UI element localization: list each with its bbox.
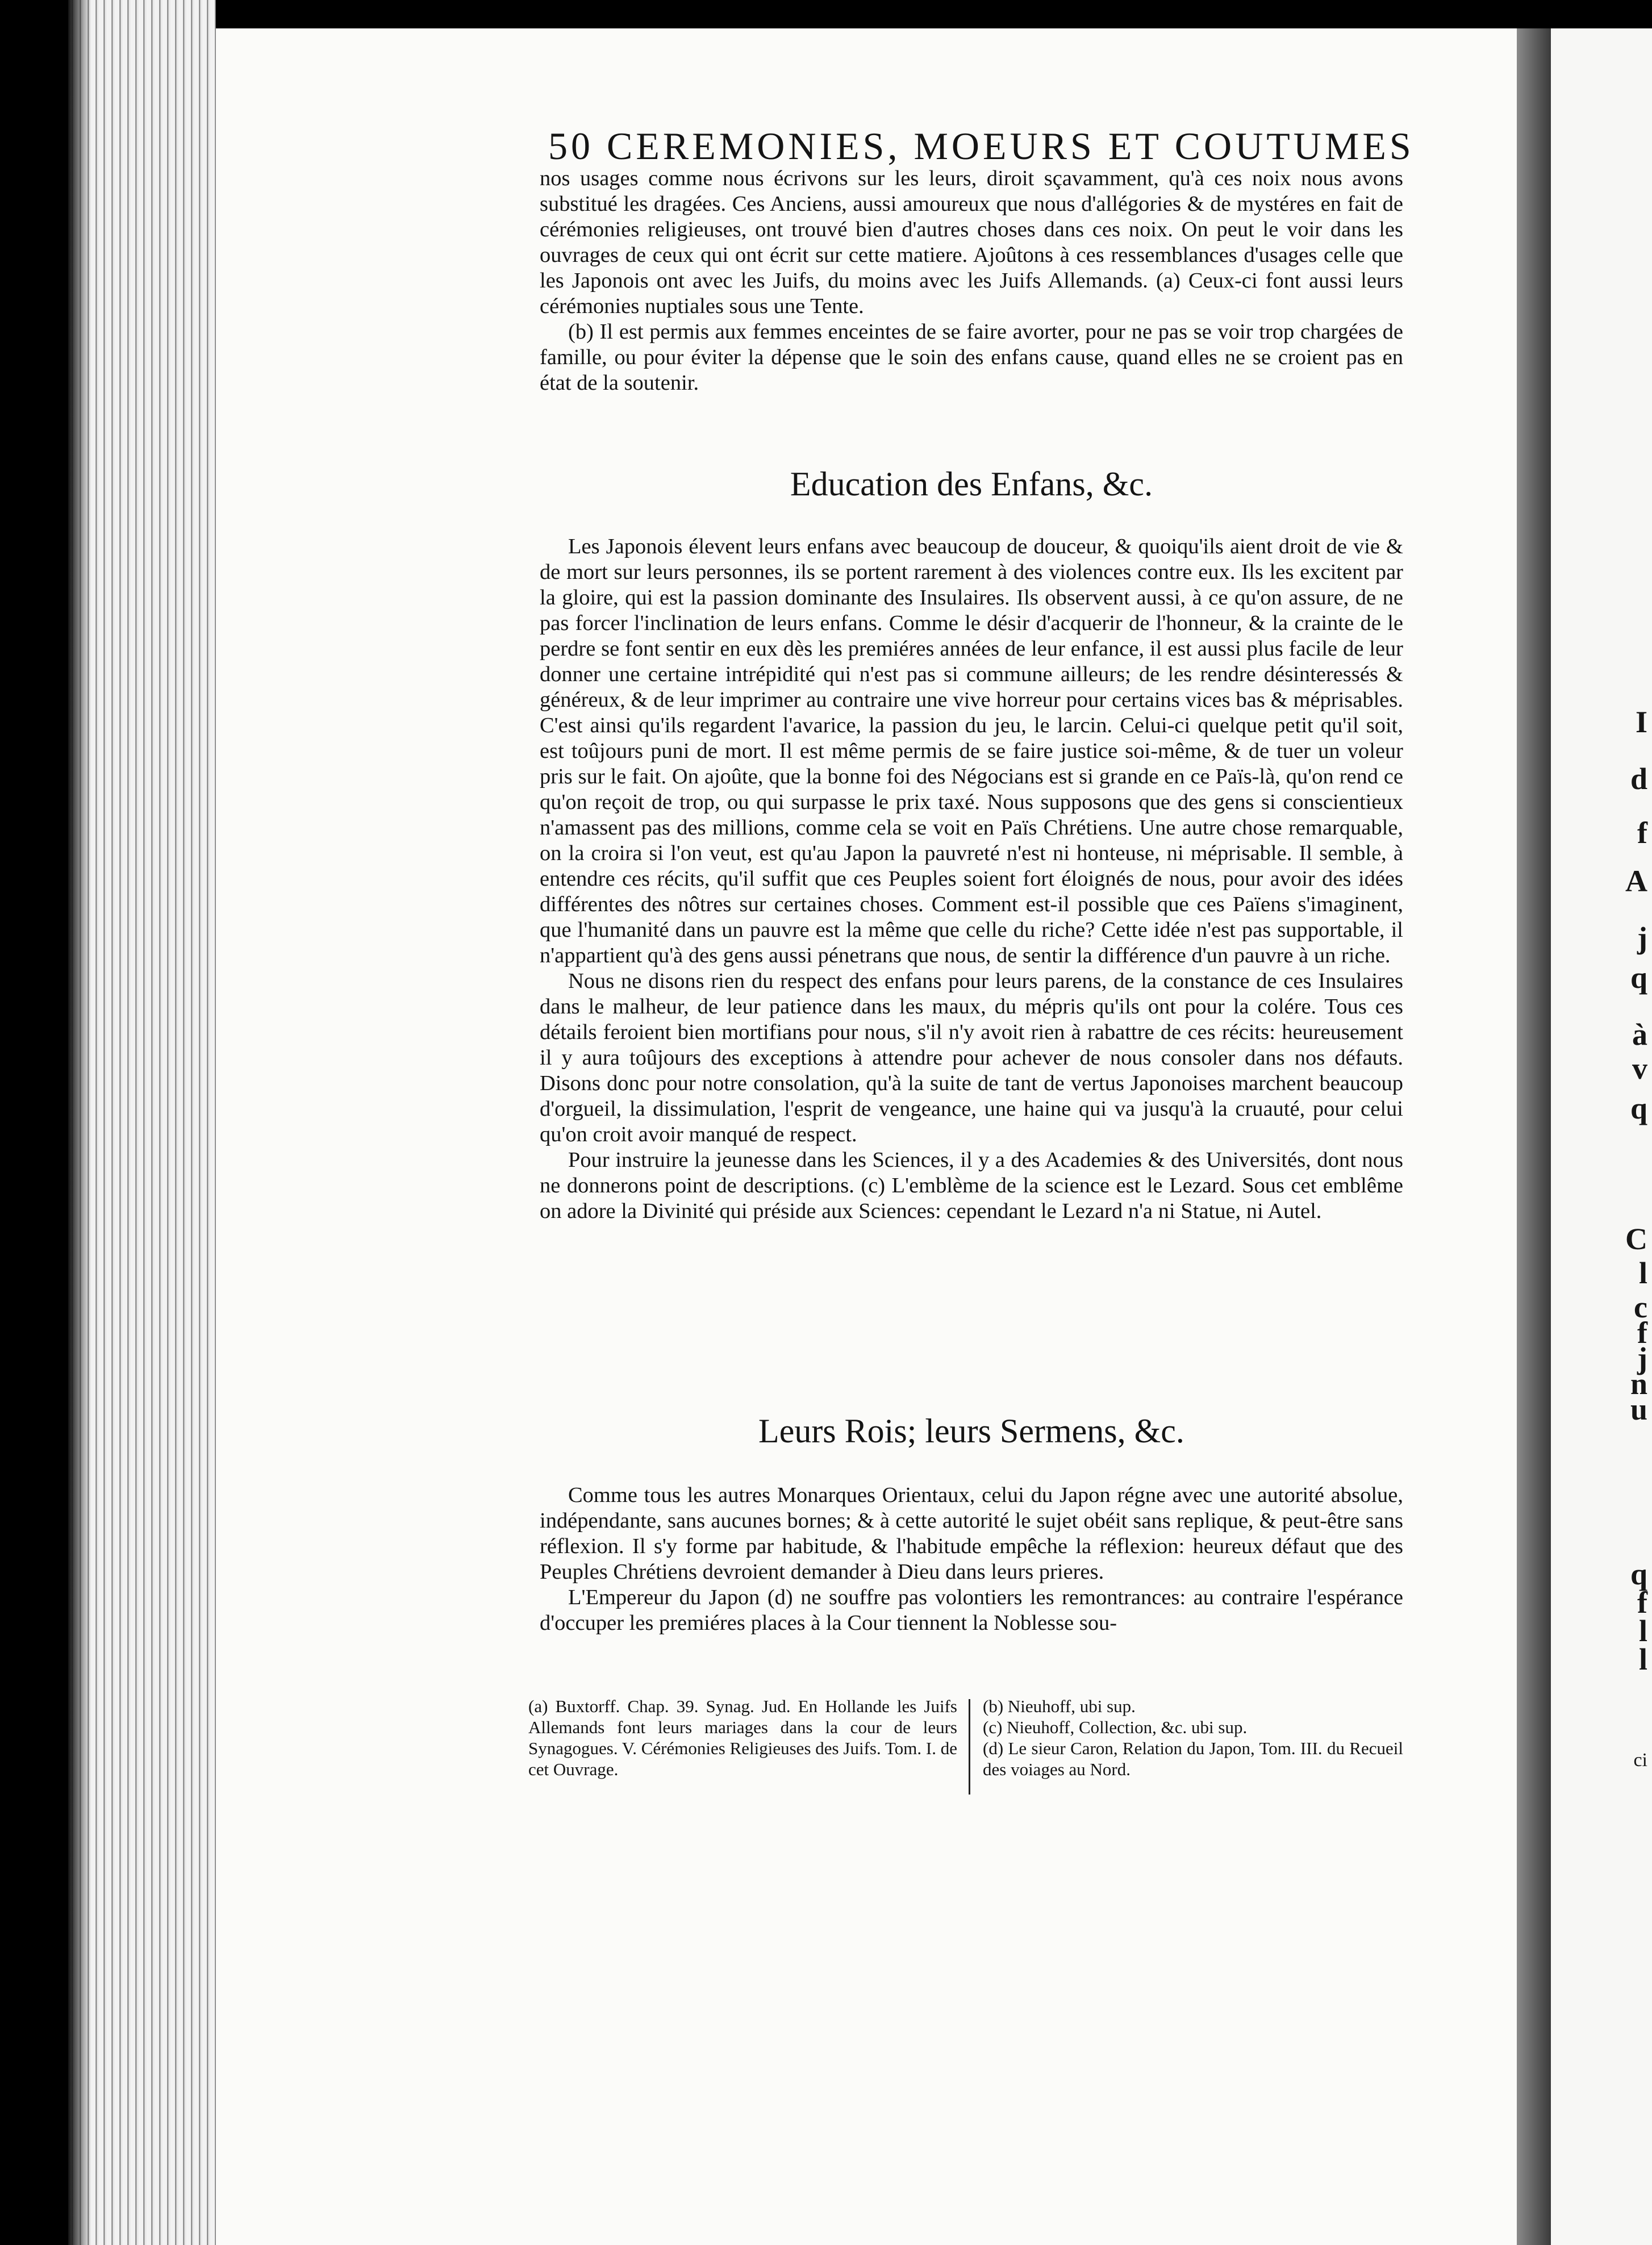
- rois-text: [540, 1483, 1403, 1636]
- facing-letter: à: [1632, 1017, 1647, 1051]
- facing-letter: v: [1632, 1051, 1647, 1086]
- footnote: (a) Buxtorff. Chap. 39. Synag. Jud. En Hollande les Juifs Allemands font leurs mariages dans la cour de leurs Synagogues. V. Cérémonies Religieuses des Juifs. Tom. I. de cet Ouvrage.: [528, 1696, 957, 1779]
- education-text: [540, 534, 1403, 1224]
- facing-letter: l: [1638, 1614, 1647, 1648]
- facing-letter: C: [1625, 1222, 1647, 1256]
- facing-letter: I: [1635, 705, 1647, 739]
- continuation-text: [540, 166, 1403, 396]
- paragraph: (b) Il est permis aux femmes enceintes de se faire avorter, pour ne pas se voir trop chargées de famille, ou pour éviter la dépense que le soin des enfans cause, quand elles ne se croient pas en état de la soutenir.: [540, 320, 1403, 395]
- facing-letter: l: [1638, 1642, 1647, 1676]
- facing-letter: q: [1630, 1091, 1647, 1125]
- footnote: (b) Nieuhoff, ubi sup.: [983, 1696, 1136, 1716]
- footnote: (d) Le sieur Caron, Relation du Japon, Tom. III. du Recueil des voiages au Nord.: [983, 1738, 1403, 1779]
- facing-letter: d: [1630, 762, 1647, 796]
- footnote: (c) Nieuhoff, Collection, &c. ubi sup.: [983, 1717, 1248, 1737]
- facing-letter: l: [1638, 1256, 1647, 1290]
- paragraph: L'Empereur du Japon (d) ne souffre pas volontiers les remontrances: au contraire l'espérance d'occuper les premiéres places à la Cour tiennent la Noblesse sou-: [540, 1585, 1403, 1635]
- facing-letter: ci: [1633, 1750, 1647, 1771]
- facing-letter: j: [1637, 1341, 1647, 1375]
- paragraph: Nous ne disons rien du respect des enfans pour leurs parens, de la constance de ces Insulaires dans le malheur, de leur patience dans les maux, du mépris qu'ils ont pour la colére. Tous ces détails feroient bien mortifians pour nous, s'il n'y avoit rien à rabattre de ces récits: heureusement il y aura toûjours des exceptions à attendre pour achever de nous consoler dans nos défauts. Disons donc pour notre consolation, qu'à la suite de tant de vertus Japonoises marchent beaucoup d'orgueil, la dissimulation, l'esprit de vengeance, une haine qui va jusqu'à la cruauté, pour celui qu'on croit avoir manqué de respect.: [540, 969, 1403, 1146]
- facing-letter: A: [1625, 864, 1647, 898]
- paragraph: Comme tous les autres Monarques Orientaux, celui du Japon régne avec une autorité absolue, indépendante, sans aucunes bornes; & à cette autorité le sujet obéit sans replique, & peut-être sans réflexion. Il s'y forme par habitude, & l'habitude empêche la réflexion: heureux défaut que des Peuples Chrétiens devroient demander à Dieu dans leurs prieres.: [540, 1483, 1403, 1584]
- footnotes: [528, 1696, 1403, 1826]
- paragraph: Les Japonois élevent leurs enfans avec beaucoup de douceur, & quoiqu'ils aient droit de vie & de mort sur leurs personnes, ils se portent rarement à des violences contre eux. Ils les excitent par la gloire, qui est la passion dominante des Insulaires. Ils observent aussi, à ce qu'on assure, de ne pas forcer l'inclination de leurs enfans. Comme le désir d'acquerir de l'honneur, & la crainte de le perdre se font sentir en eux dès les premiéres années de leur enfance, il est aussi plus facile de leur donner une certaine intrépidité qui n'est pas si commune ailleurs; de les rendre désinteressés & généreux, & de leur imprimer au contraire une vive horreur pour certains vices bas & méprisables. C'est ainsi qu'ils regardent l'avarice, la passion du jeu, le larcin. Celui-ci quelque petit qu'il soit, est toûjours puni de mort. Il est même permis de se faire justice soi-même, & de tuer un voleur pris sur le fait. On ajoûte, que la bonne foi des Négocians est si grande en ce Païs-là, qu'on rend ce qu'on reçoit de trop, ou qui surpasse le prix taxé. Nous supposons que des gens si conscientieux n'amassent pas des millions, comme cela se voit en Païs Chrétiens. Une autre chose remarquable, on la croira si l'on veut, est qu'au Japon la pauvreté n'est ni honteuse, ni méprisable. Il semble, à entendre ces récits, qu'il suffit que ces Peuples soient fort éloignés de nous, pour avoir des idées différentes des nôtres sur certaines choses. Comment est-il possible que ces Païens s'imaginent, que l'humanité dans un pauvre est la même que celle du riche? Cette idée n'est pas supportable, il n'appartient qu'à des gens aussi pénetrans que nous, de sentir la différence d'un pauvre à un riche.: [540, 535, 1403, 967]
- facing-letter: q: [1630, 961, 1647, 995]
- facing-letter: n: [1630, 1367, 1647, 1401]
- facing-letter: c: [1634, 1290, 1647, 1324]
- paragraph: nos usages comme nous écrivons sur les leurs, diroit sçavamment, qu'à ces noix nous avons substitué les dragées. Ces Anciens, aussi amoureux que nous d'allégories & de mystéres en fait de cérémonies religieuses, ont trouvé bien d'autres choses dans ces noix. On peut le voir dans les ouvrages de ceux qui ont écrit sur cette matiere. Ajoûtons à ces ressemblances d'usages celle que les Japonois ont avec les Juifs, du moins avec les Juifs Allemands. (a) Ceux-ci font aussi leurs cérémonies nuptiales sous une Tente.: [540, 166, 1403, 318]
- facing-letter: f: [1637, 1585, 1647, 1620]
- paragraph: Pour instruire la jeunesse dans les Sciences, il y a des Academies & des Universités, dont nous ne donnerons point de descriptions. (c) L'emblème de la science est le Lezard. Sous cet emblême on adore la Divinité qui préside aux Sciences: cependant le Lezard n'a ni Statue, ni Autel.: [540, 1148, 1403, 1223]
- facing-page-fragment: [1551, 28, 1652, 2245]
- facing-letter: j: [1637, 921, 1647, 955]
- facing-letter: f: [1637, 1316, 1647, 1350]
- section-heading-rois: Leurs Rois; leurs Sermens, &c.: [758, 1412, 1184, 1450]
- footnote-divider: [969, 1699, 970, 1795]
- running-head: 50 CEREMONIES, MOEURS ET COUTUMES: [548, 124, 1415, 168]
- facing-letter: f: [1637, 816, 1647, 850]
- page-edge-shadow: [68, 0, 91, 2245]
- facing-letter: q: [1630, 1557, 1647, 1591]
- footnotes-left: [528, 1696, 957, 1780]
- facing-letter: u: [1630, 1392, 1647, 1426]
- section-heading-education: Education des Enfans, &c.: [790, 465, 1153, 503]
- footnotes-right: [983, 1696, 1403, 1780]
- book-gutter: [1517, 28, 1551, 2245]
